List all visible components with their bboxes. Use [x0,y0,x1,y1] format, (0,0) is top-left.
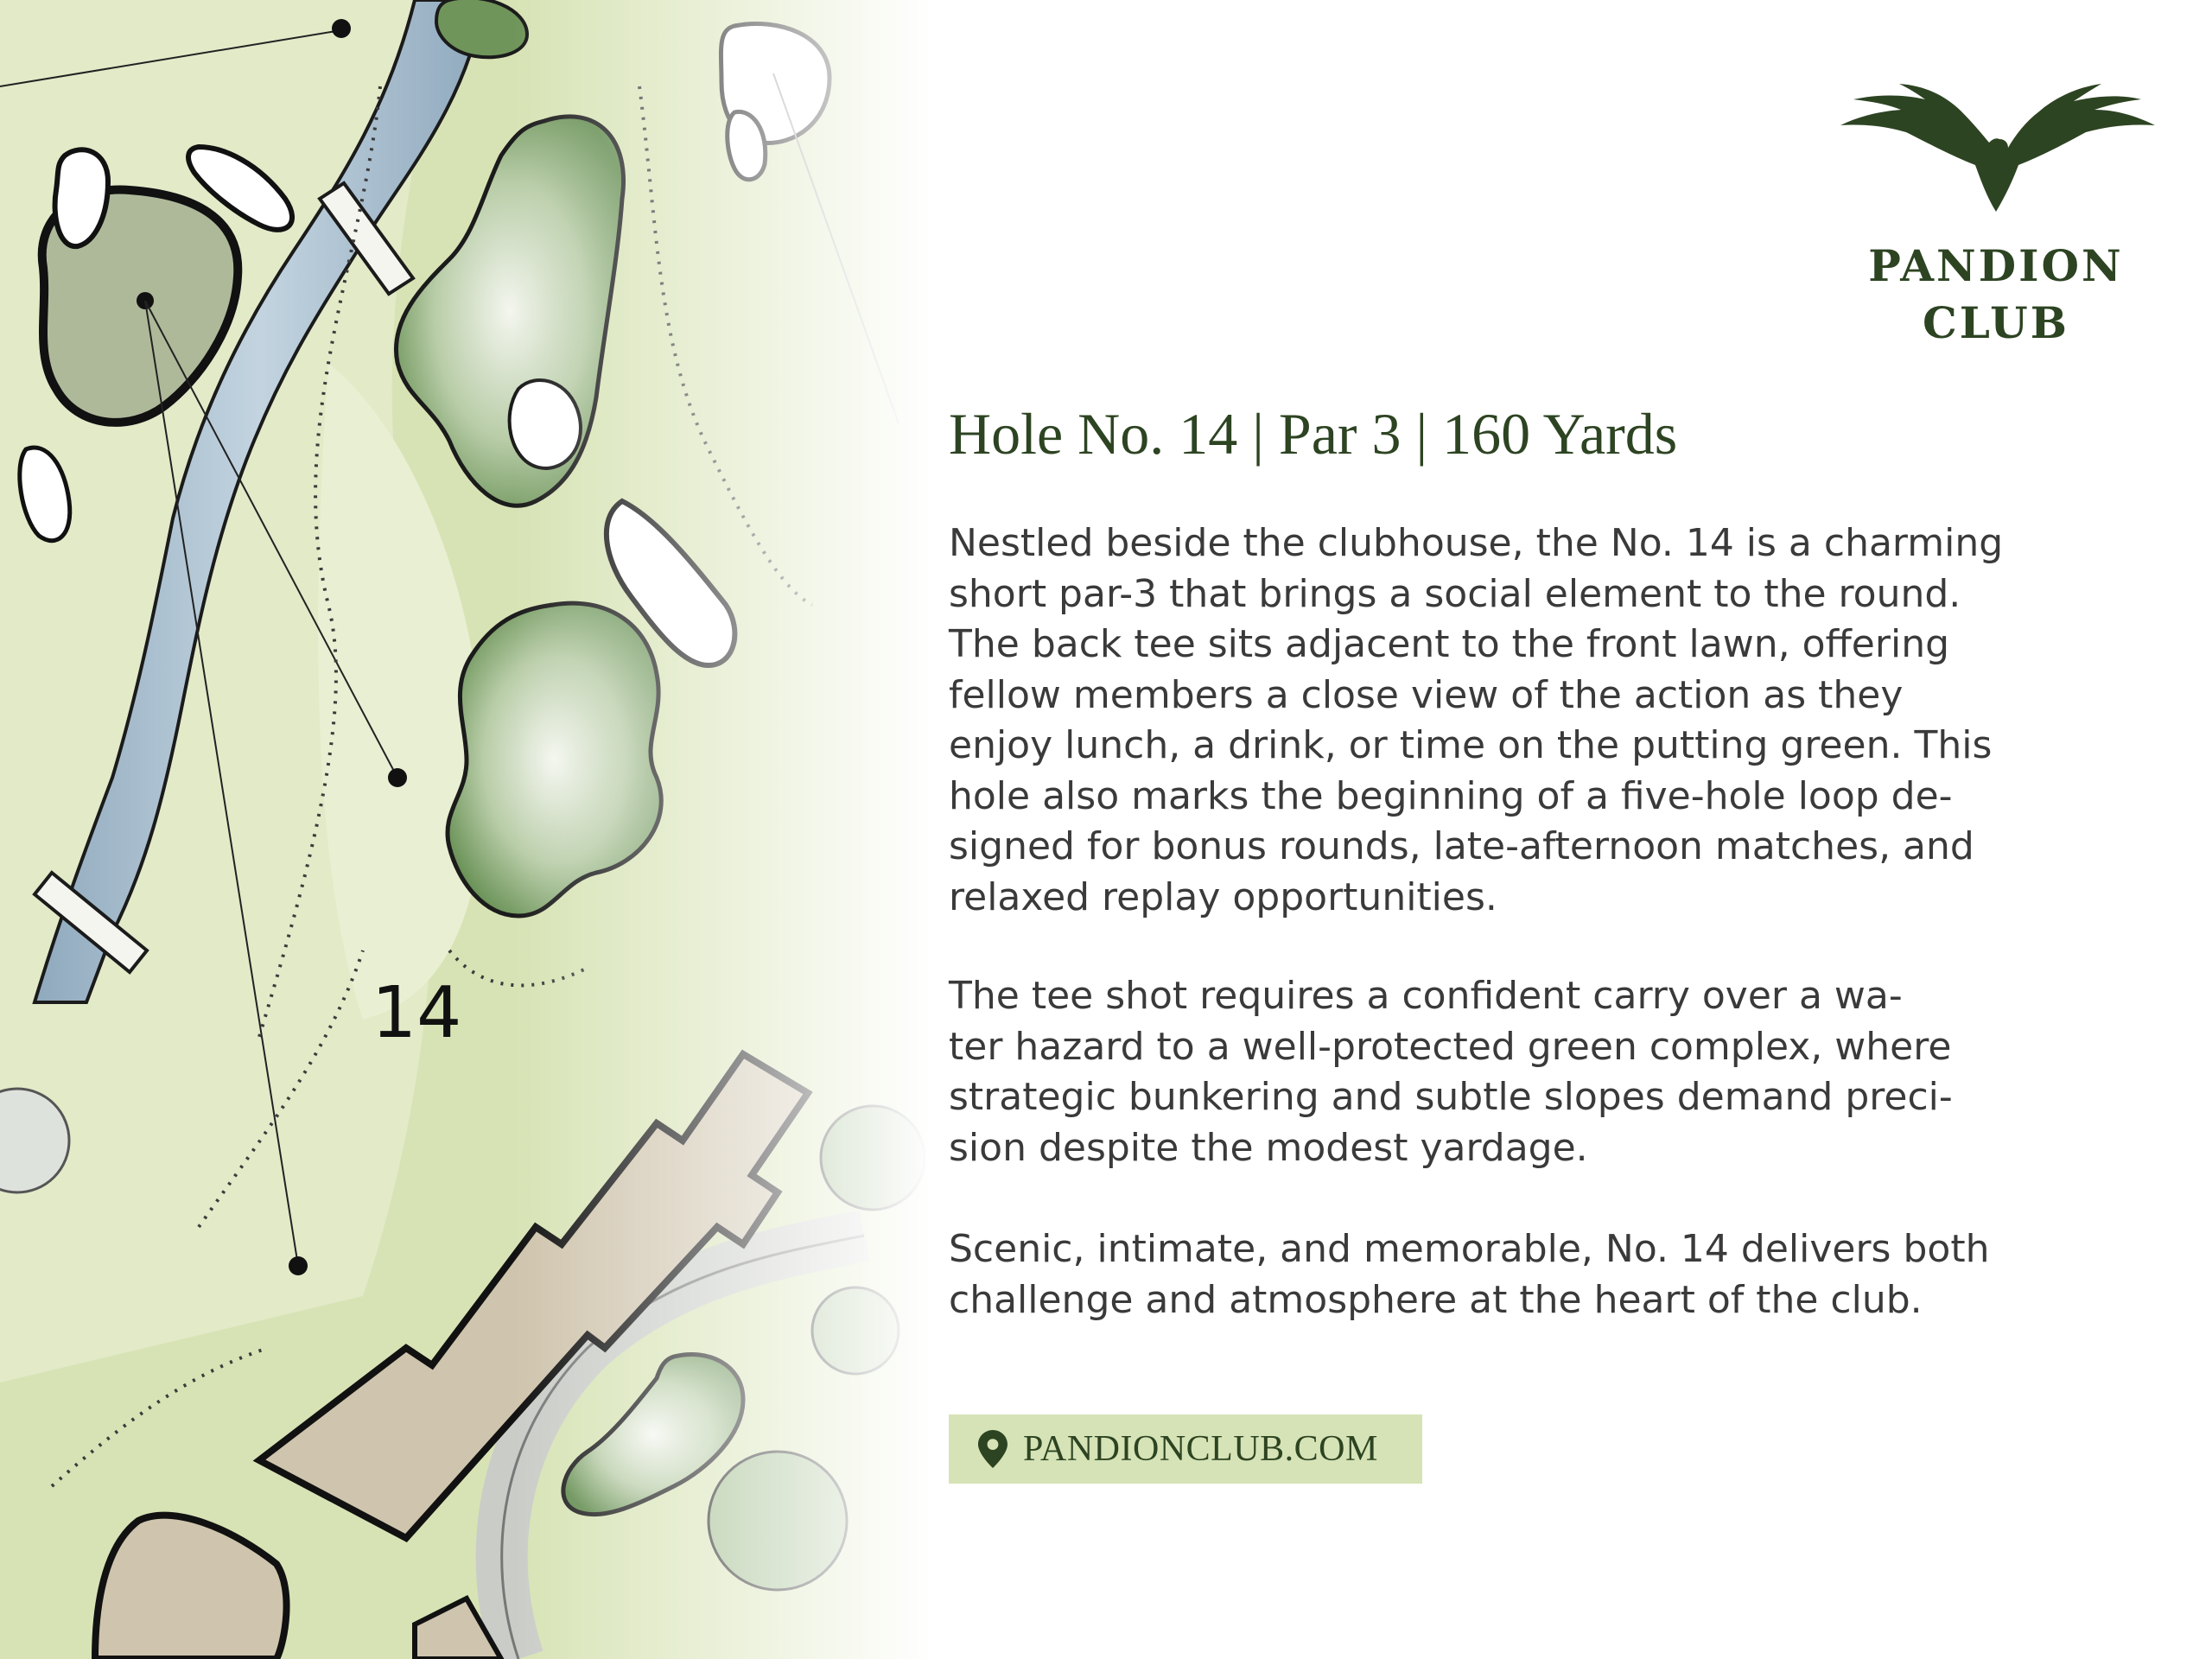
text-line: The back tee sits adjacent to the front lawn, offering [949,622,1950,666]
text-line: ter hazard to a well-protected green complex, where [949,1024,1952,1069]
text-line: hole also marks the beginning of a five-hole loop de- [949,773,1953,818]
text-line: short par-3 that brings a social element to the round. [949,571,1961,616]
logo-line-2: CLUB [1922,297,2070,348]
course-map [0,0,933,1659]
text-line: fellow members a close view of the action as they [949,672,1904,717]
website-link[interactable] [949,1414,1422,1484]
description-paragraph-2 [949,971,2124,1173]
text-line: Scenic, intimate, and memorable, No. 14 delivers both [949,1227,1990,1271]
club-logo [1823,82,2169,350]
text-line: relaxed replay opportunities. [949,874,1497,919]
osprey-icon [1823,82,2169,220]
text-line: sion despite the modest yardage. [949,1125,1588,1170]
text-line: signed for bonus rounds, late-afternoon matches, and [949,824,1974,868]
hole-heading: Hole No. 14 | Par 3 | 160 Yards [949,401,1678,467]
logo-wordmark [1823,238,2169,352]
text-line: Nestled beside the clubhouse, the No. 14 is a charming [949,521,2004,565]
location-pin-icon [978,1430,1007,1468]
description-paragraph-3 [949,1224,2124,1325]
text-line: The tee shot requires a confident carry over a wa- [949,974,1903,1018]
text-line: strategic bunkering and subtle slopes demand preci- [949,1075,1953,1119]
text-line: enjoy lunch, a drink, or time on the putting green. This [949,723,1993,767]
logo-line-1: PANDION [1868,240,2124,291]
text-line: challenge and atmosphere at the heart of the club. [949,1277,1923,1322]
website-label: PANDIONCLUB.COM [1023,1429,1378,1469]
description-paragraph-1 [949,518,2124,923]
map-fade-overlay [0,0,933,1659]
course-map-illustration [0,0,933,1659]
